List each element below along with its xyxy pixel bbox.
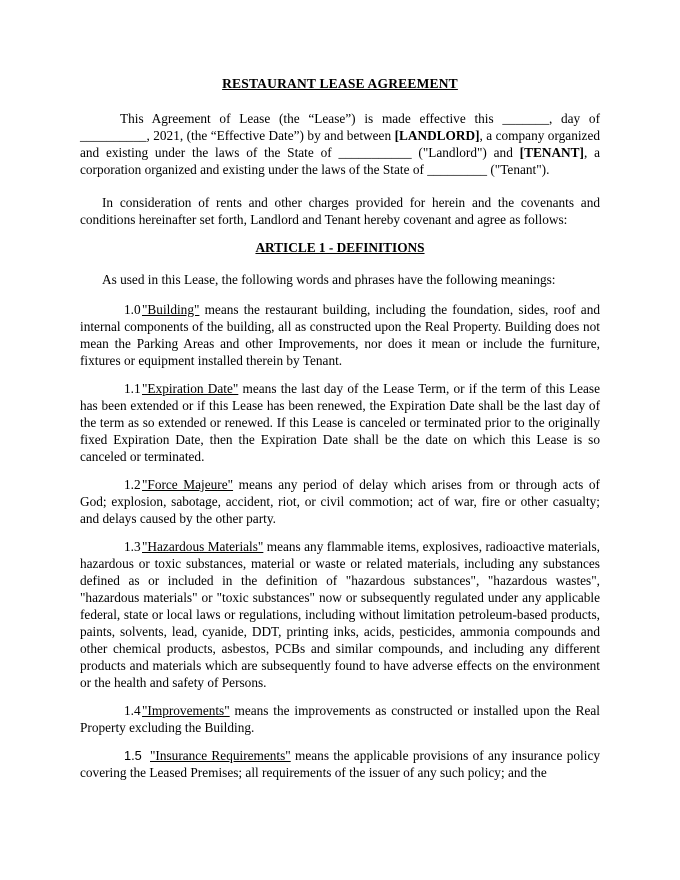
intro-text-3: , a corporation organized and existing under the laws of the State of _________ ("Tenant"). xyxy=(80,145,600,177)
intro-text-1: This Agreement of Lease (the “Lease”) is made effective this _______, day of __________, 2021, (the “Effective Date”) by and between xyxy=(80,111,600,143)
definition-insurance-requirements xyxy=(80,747,600,781)
intro-text-2: , a company organized and existing under the laws of the State of ___________ ("Landlord") and xyxy=(80,128,600,160)
definition-body: means the applicable provisions of any insurance policy covering the Leased Premises; all requirements of the issuer of any such policy; and the xyxy=(80,748,601,780)
document-title: RESTAURANT LEASE AGREEMENT xyxy=(222,76,458,91)
definition-body: means any flammable items, explosives, radioactive materials, hazardous or toxic substances, material or waste or related materials, including any substances defined as or included in the definition of "hazardous substances", "hazardous wastes", "hazardous materials" or "toxic substances" now or subsequently regulated under any applicable federal, state or local laws or regulations, including without limitation petroleum-based products, paints, solvents, lead, cyanide, DDT, printing inks, acids, pesticides, ammonia compounds and other chemical products, asbestos, PCBs and similar compounds, and including any different products and materials which are subsequently found to have adverse effects on the environment or the health and safety of Persons. xyxy=(80,539,600,690)
article-1-heading: ARTICLE 1 - DEFINITIONS xyxy=(255,240,425,255)
definition-hazardous-materials xyxy=(80,538,600,691)
definition-body: means the last day of the Lease Term, or if the term of this Lease has been extended or if this Lease has been renewed, the Expiration Date shall be the last day of the term as so extended or renewed. If this Lease is canceled or terminated prior to the originally fixed Expiration Date, then the Expiration Date shall be the date on which this Lease is so canceled or terminated. xyxy=(80,381,600,464)
definition-number: 1.3 xyxy=(124,539,141,554)
definition-body: means the improvements as constructed or installed upon the Real Property excluding the Building. xyxy=(80,703,600,735)
definition-number: 1.2 xyxy=(124,477,141,492)
definition-building xyxy=(80,301,600,369)
definition-body: means any period of delay which arises from or through acts of God; explosion, sabotage, accident, riot, or civil commotion; act of war, fire or other casualty; and delays caused by the other party. xyxy=(80,477,600,526)
intro-paragraph xyxy=(80,110,600,178)
definition-term: "Expiration Date" xyxy=(142,381,239,396)
definition-term: "Insurance Requirements" xyxy=(150,748,291,763)
definition-expiration-date xyxy=(80,380,600,465)
definition-number: 1.5 xyxy=(124,748,142,763)
landlord-placeholder: [LANDLORD] xyxy=(394,128,480,143)
definitions-lead-paragraph: As used in this Lease, the following words and phrases have the following meanings: xyxy=(102,272,556,287)
consideration-paragraph: In consideration of rents and other charges provided for herein and the covenants and conditions hereinafter set forth, Landlord and Tenant hereby covenant and agree as follows: xyxy=(80,195,600,227)
definition-term: "Building" xyxy=(142,302,200,317)
definition-number: 1.0 xyxy=(124,302,141,317)
definition-body: means the restaurant building, including the foundation, sides, roof and internal components of the building, all as constructed upon the Real Property. Building does not mean the Parking Areas and other Improvements, nor does it mean or include the furniture, fixtures or equipment installed therein by Tenant. xyxy=(80,302,600,368)
definition-improvements xyxy=(80,702,600,736)
definition-term: "Force Majeure" xyxy=(142,477,234,492)
definition-term: "Improvements" xyxy=(142,703,230,718)
definition-term: "Hazardous Materials" xyxy=(142,539,264,554)
definition-number: 1.1 xyxy=(124,381,141,396)
tenant-placeholder: [TENANT] xyxy=(519,145,584,160)
definition-number: 1.4 xyxy=(124,703,141,718)
definition-force-majeure xyxy=(80,476,600,527)
